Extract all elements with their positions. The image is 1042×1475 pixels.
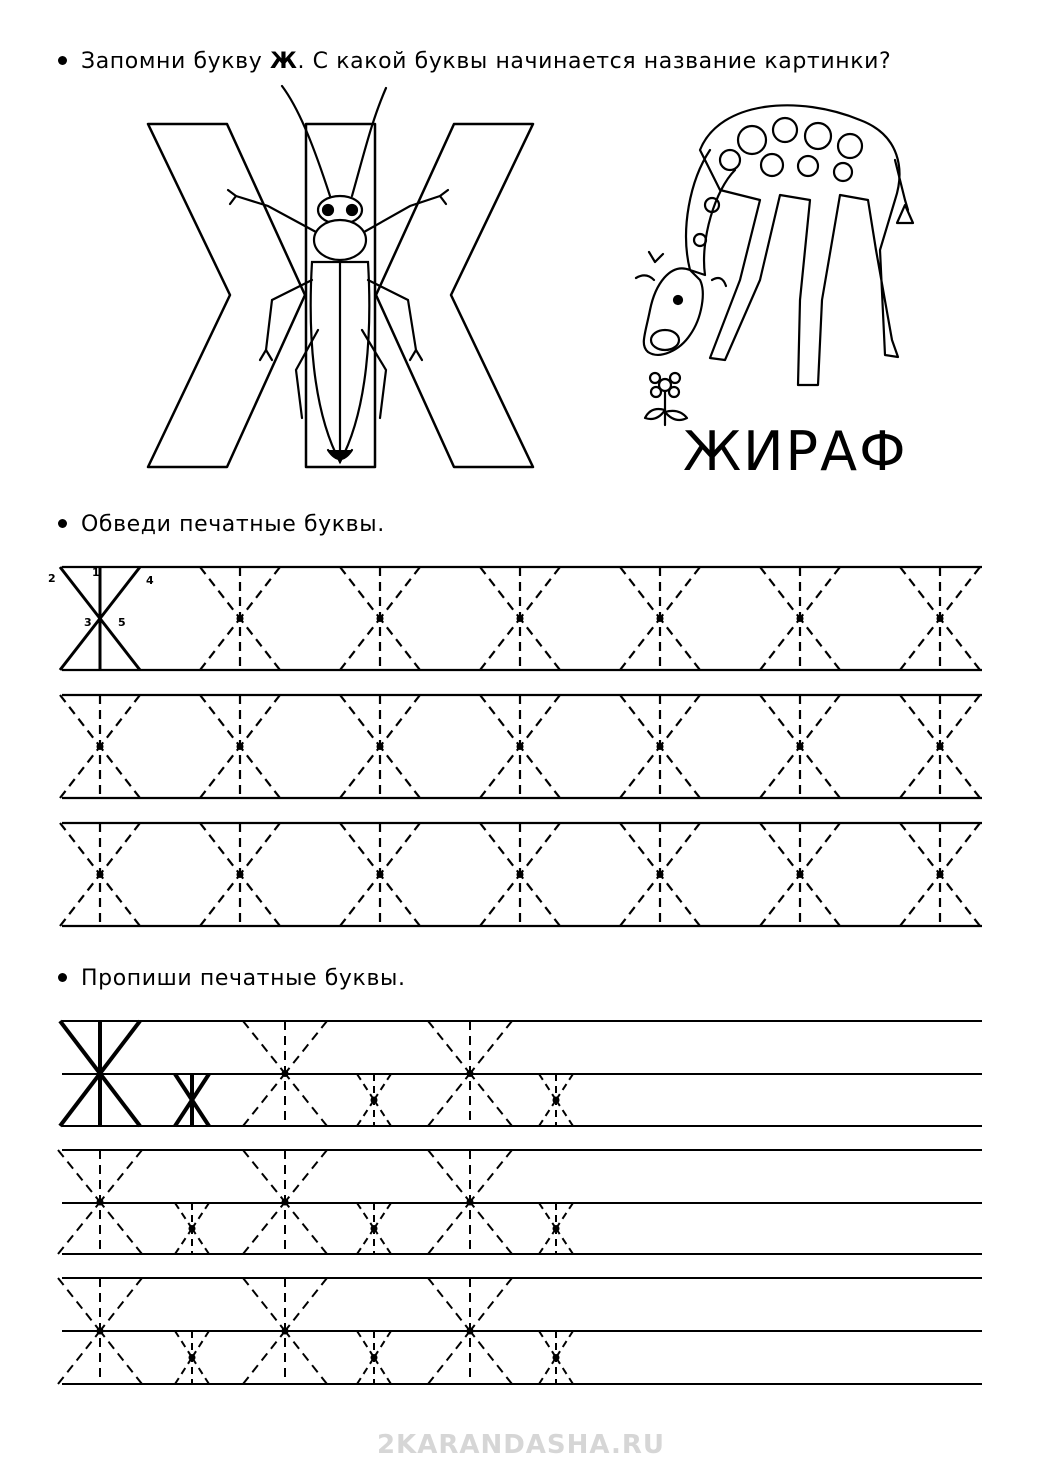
trace-letter-zhe-stroke	[340, 695, 380, 747]
trace-small-letter-zhe-stroke	[539, 1331, 556, 1358]
trace-big-letter-zhe-stroke	[58, 1331, 100, 1384]
trace-big-letter-zhe-stroke	[285, 1202, 327, 1254]
stroke-order-number: 5	[118, 616, 126, 629]
letter-center-dot	[553, 1225, 560, 1232]
trace-letter-zhe-stroke	[60, 695, 100, 747]
trace-letter-zhe-stroke	[900, 823, 940, 875]
trace-letter-zhe-stroke	[620, 875, 660, 927]
trace-big-letter-zhe-stroke	[428, 1150, 470, 1202]
trace-letter-zhe-stroke	[60, 875, 100, 927]
trace-letter-zhe-stroke	[100, 875, 140, 927]
trace-letter-zhe-stroke	[940, 619, 980, 671]
trace-big-letter-zhe-stroke	[470, 1202, 512, 1254]
trace-letter-zhe-stroke	[240, 747, 280, 799]
trace-letter-zhe-stroke	[340, 875, 380, 927]
trace-letter-zhe-stroke	[520, 823, 560, 875]
letter-center-dot	[97, 743, 104, 750]
trace-small-letter-zhe-stroke	[556, 1074, 573, 1100]
trace-big-letter-zhe-stroke	[100, 1150, 142, 1202]
trace-letter-zhe-stroke	[340, 567, 380, 619]
letter-center-dot	[553, 1097, 560, 1104]
stroke-order-number: 4	[146, 574, 154, 587]
trace-small-letter-zhe-stroke	[357, 1100, 374, 1126]
trace-letter-zhe-stroke	[760, 695, 800, 747]
trace-letter-zhe-stroke	[520, 695, 560, 747]
sample-small-letter-zhe-stroke	[175, 1100, 192, 1126]
trace-small-letter-zhe-stroke	[374, 1358, 391, 1385]
trace-big-letter-zhe-stroke	[428, 1202, 470, 1254]
trace-letter-zhe-stroke	[480, 567, 520, 619]
sample-big-letter-zhe-stroke	[100, 1074, 140, 1127]
trace-letter-zhe-stroke	[240, 567, 280, 619]
trace-letter-zhe-stroke	[340, 747, 380, 799]
trace-letter-zhe-stroke	[940, 567, 980, 619]
trace-small-letter-zhe-stroke	[539, 1074, 556, 1100]
trace-letter-zhe-stroke	[900, 747, 940, 799]
letter-center-dot	[797, 615, 804, 622]
letter-center-dot	[97, 1328, 104, 1335]
trace-letter-zhe-stroke	[800, 619, 840, 671]
trace-letter-zhe-stroke	[760, 567, 800, 619]
letter-center-dot	[189, 1225, 196, 1232]
sample-big-letter-zhe-stroke	[100, 1021, 140, 1074]
trace-letter-zhe-stroke	[480, 875, 520, 927]
letter-center-dot	[189, 1354, 196, 1361]
trace-letter-zhe-stroke	[100, 747, 140, 799]
trace-big-letter-zhe-stroke	[243, 1150, 285, 1202]
trace-small-letter-zhe-stroke	[175, 1331, 192, 1358]
trace-letter-zhe-stroke	[800, 823, 840, 875]
trace-letter-zhe-stroke	[240, 619, 280, 671]
letter-center-dot	[797, 871, 804, 878]
trace-letter-zhe-stroke	[380, 823, 420, 875]
sample-letter-zhe-stroke	[60, 619, 100, 671]
letter-center-dot	[467, 1328, 474, 1335]
trace-letter-zhe-stroke	[900, 567, 940, 619]
trace-big-letter-zhe-stroke	[285, 1331, 327, 1384]
trace-letter-zhe-stroke	[760, 823, 800, 875]
instruction-text: . С какой буквы начинается название картинки?	[297, 49, 892, 74]
trace-letter-zhe-stroke	[900, 875, 940, 927]
trace-letter-zhe-stroke	[480, 747, 520, 799]
trace-letter-zhe-stroke	[660, 619, 700, 671]
trace-small-letter-zhe-stroke	[556, 1331, 573, 1358]
trace-small-letter-zhe-stroke	[175, 1229, 192, 1255]
trace-small-letter-zhe-stroke	[374, 1100, 391, 1126]
trace-big-letter-zhe-stroke	[428, 1021, 470, 1074]
trace-big-letter-zhe-stroke	[58, 1150, 100, 1202]
trace-big-letter-zhe-stroke	[58, 1202, 100, 1254]
trace-letter-zhe-stroke	[620, 695, 660, 747]
trace-letter-zhe-stroke	[660, 747, 700, 799]
trace-small-letter-zhe-stroke	[374, 1074, 391, 1100]
sample-letter-zhe-stroke	[100, 567, 140, 619]
trace-letter-zhe-stroke	[100, 823, 140, 875]
trace-letter-zhe-stroke	[800, 875, 840, 927]
trace-small-letter-zhe-stroke	[556, 1229, 573, 1255]
trace-big-letter-zhe-stroke	[285, 1278, 327, 1331]
letter-center-dot	[657, 743, 664, 750]
trace-big-letter-zhe-stroke	[243, 1021, 285, 1074]
sample-small-letter-zhe-stroke	[192, 1074, 209, 1100]
trace-letter-zhe-stroke	[900, 619, 940, 671]
instruction-text: Обведи печатные буквы.	[81, 512, 385, 537]
trace-letter-zhe-stroke	[380, 875, 420, 927]
trace-small-letter-zhe-stroke	[374, 1203, 391, 1229]
stroke-order-number: 1	[92, 566, 100, 579]
letter-center-dot	[377, 871, 384, 878]
trace-letter-zhe-stroke	[520, 747, 560, 799]
letter-center-dot	[797, 743, 804, 750]
trace-letter-zhe-stroke	[620, 567, 660, 619]
trace-letter-zhe-stroke	[200, 875, 240, 927]
trace-letter-zhe-stroke	[200, 695, 240, 747]
letter-center-dot	[371, 1097, 378, 1104]
trace-small-letter-zhe-stroke	[192, 1229, 209, 1255]
letter-center-dot	[97, 1199, 104, 1206]
trace-letter-zhe-stroke	[940, 823, 980, 875]
trace-letter-zhe-stroke	[240, 823, 280, 875]
trace-letter-zhe-stroke	[800, 567, 840, 619]
trace-small-letter-zhe-stroke	[539, 1358, 556, 1385]
sample-big-letter-zhe-stroke	[60, 1021, 100, 1074]
letter-center-dot	[237, 871, 244, 878]
trace-big-letter-zhe-stroke	[100, 1202, 142, 1254]
trace-letter-zhe-stroke	[380, 567, 420, 619]
trace-letter-zhe-stroke	[200, 747, 240, 799]
letter-center-dot	[937, 743, 944, 750]
trace-big-letter-zhe-stroke	[470, 1021, 512, 1074]
highlighted-letter: Ж	[269, 49, 298, 74]
trace-letter-zhe-stroke	[660, 695, 700, 747]
letter-center-dot	[371, 1354, 378, 1361]
letter-center-dot	[282, 1199, 289, 1206]
trace-letter-zhe-stroke	[800, 695, 840, 747]
picture-word: ЖИРАФ	[683, 420, 908, 483]
watermark: 2KARANDASHA.RU	[376, 1430, 666, 1460]
trace-small-letter-zhe-stroke	[357, 1229, 374, 1255]
trace-small-letter-zhe-stroke	[357, 1331, 374, 1358]
trace-big-letter-zhe-stroke	[243, 1074, 285, 1127]
letter-center-dot	[282, 1070, 289, 1077]
letter-center-dot	[517, 743, 524, 750]
trace-letter-zhe-stroke	[200, 823, 240, 875]
trace-small-letter-zhe-stroke	[374, 1331, 391, 1358]
trace-small-letter-zhe-stroke	[539, 1100, 556, 1126]
stroke-order-number: 2	[48, 572, 56, 585]
trace-big-letter-zhe-stroke	[428, 1074, 470, 1127]
letter-center-dot	[237, 743, 244, 750]
trace-letter-zhe-stroke	[200, 567, 240, 619]
trace-letter-zhe-stroke	[380, 747, 420, 799]
trace-big-letter-zhe-stroke	[470, 1074, 512, 1127]
trace-letter-zhe-stroke	[800, 747, 840, 799]
instruction-text: Пропиши печатные буквы.	[81, 966, 406, 991]
trace-small-letter-zhe-stroke	[357, 1074, 374, 1100]
letter-center-dot	[657, 871, 664, 878]
trace-small-letter-zhe-stroke	[556, 1203, 573, 1229]
letter-center-dot	[517, 871, 524, 878]
sample-big-letter-zhe-stroke	[60, 1074, 100, 1127]
trace-big-letter-zhe-stroke	[100, 1278, 142, 1331]
letter-center-dot	[553, 1354, 560, 1361]
trace-letter-zhe-stroke	[520, 619, 560, 671]
trace-big-letter-zhe-stroke	[285, 1021, 327, 1074]
instruction-text: Запомни букву	[81, 49, 270, 74]
letter-center-dot	[467, 1070, 474, 1077]
trace-small-letter-zhe-stroke	[175, 1358, 192, 1385]
trace-small-letter-zhe-stroke	[192, 1203, 209, 1229]
trace-letter-zhe-stroke	[60, 747, 100, 799]
trace-letter-zhe-stroke	[480, 619, 520, 671]
trace-big-letter-zhe-stroke	[470, 1331, 512, 1384]
trace-letter-zhe-stroke	[620, 747, 660, 799]
trace-big-letter-zhe-stroke	[470, 1150, 512, 1202]
letter-center-dot	[377, 743, 384, 750]
letter-center-dot	[517, 615, 524, 622]
letter-center-dot	[467, 1199, 474, 1206]
trace-letter-zhe-stroke	[660, 567, 700, 619]
letter-center-dot	[237, 615, 244, 622]
trace-letter-zhe-stroke	[340, 619, 380, 671]
trace-letter-zhe-stroke	[380, 619, 420, 671]
trace-letter-zhe-stroke	[100, 695, 140, 747]
trace-letter-zhe-stroke	[660, 823, 700, 875]
trace-small-letter-zhe-stroke	[539, 1203, 556, 1229]
trace-letter-zhe-stroke	[760, 747, 800, 799]
trace-small-letter-zhe-stroke	[539, 1229, 556, 1255]
trace-letter-zhe-stroke	[660, 875, 700, 927]
trace-letter-zhe-stroke	[760, 875, 800, 927]
trace-letter-zhe-stroke	[940, 695, 980, 747]
trace-small-letter-zhe-stroke	[175, 1203, 192, 1229]
letter-center-dot	[657, 615, 664, 622]
trace-letter-zhe-stroke	[520, 875, 560, 927]
letter-center-dot	[97, 871, 104, 878]
trace-big-letter-zhe-stroke	[428, 1331, 470, 1384]
trace-letter-zhe-stroke	[380, 695, 420, 747]
trace-letter-zhe-stroke	[240, 875, 280, 927]
trace-small-letter-zhe-stroke	[374, 1229, 391, 1255]
trace-letter-zhe-stroke	[200, 619, 240, 671]
trace-big-letter-zhe-stroke	[100, 1331, 142, 1384]
trace-letter-zhe-stroke	[760, 619, 800, 671]
trace-small-letter-zhe-stroke	[556, 1358, 573, 1385]
stroke-order-number: 3	[84, 616, 92, 629]
trace-small-letter-zhe-stroke	[192, 1331, 209, 1358]
letter-center-dot	[937, 871, 944, 878]
trace-big-letter-zhe-stroke	[285, 1074, 327, 1127]
trace-letter-zhe-stroke	[480, 695, 520, 747]
letter-center-dot	[282, 1328, 289, 1335]
trace-letter-zhe-stroke	[480, 823, 520, 875]
trace-big-letter-zhe-stroke	[243, 1202, 285, 1254]
trace-big-letter-zhe-stroke	[243, 1331, 285, 1384]
trace-big-letter-zhe-stroke	[285, 1150, 327, 1202]
trace-letter-zhe-stroke	[60, 823, 100, 875]
trace-letter-zhe-stroke	[620, 823, 660, 875]
trace-big-letter-zhe-stroke	[428, 1278, 470, 1331]
trace-letter-zhe-stroke	[940, 875, 980, 927]
trace-letter-zhe-stroke	[940, 747, 980, 799]
trace-small-letter-zhe-stroke	[192, 1358, 209, 1385]
trace-big-letter-zhe-stroke	[470, 1278, 512, 1331]
letter-center-dot	[937, 615, 944, 622]
trace-letter-zhe-stroke	[340, 823, 380, 875]
trace-small-letter-zhe-stroke	[357, 1203, 374, 1229]
trace-small-letter-zhe-stroke	[556, 1100, 573, 1126]
trace-small-letter-zhe-stroke	[357, 1358, 374, 1385]
letter-center-dot	[371, 1225, 378, 1232]
trace-big-letter-zhe-stroke	[58, 1278, 100, 1331]
letter-center-dot	[377, 615, 384, 622]
trace-letter-zhe-stroke	[520, 567, 560, 619]
sample-small-letter-zhe-stroke	[175, 1074, 192, 1100]
trace-letter-zhe-stroke	[240, 695, 280, 747]
trace-letter-zhe-stroke	[620, 619, 660, 671]
trace-letter-zhe-stroke	[900, 695, 940, 747]
trace-big-letter-zhe-stroke	[243, 1278, 285, 1331]
sample-small-letter-zhe-stroke	[192, 1100, 209, 1126]
